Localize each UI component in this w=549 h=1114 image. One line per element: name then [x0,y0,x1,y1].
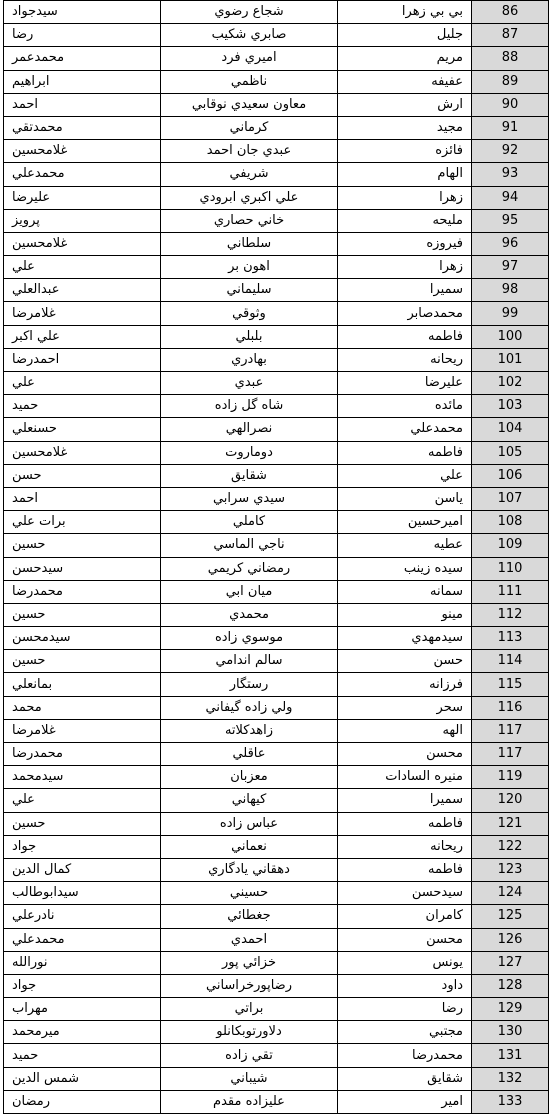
first-name-cell: عطيه [338,534,472,557]
father-name-cell: ابراهيم [4,70,161,93]
father-name-cell: محمد [4,696,161,719]
row-number-cell: 116 [472,696,549,719]
table-row [4,1021,549,1044]
last-name-cell: عاقلي [161,743,338,766]
row-number-cell: 108 [472,511,549,534]
row-number-cell: 117 [472,719,549,742]
first-name-cell: سيده زينب [338,557,472,580]
first-name-cell: فائزه [338,140,472,163]
father-name-cell: شمس الدين [4,1067,161,1090]
last-name-cell: براتي [161,998,338,1021]
father-name-cell: سيدجواد [4,1,161,24]
last-name-cell: دوماروت [161,441,338,464]
row-number-cell: 106 [472,464,549,487]
first-name-cell: يونس [338,951,472,974]
first-name-cell: محسن [338,928,472,951]
father-name-cell: غلامحسين [4,441,161,464]
last-name-cell: شجاع رضوي [161,1,338,24]
first-name-cell: محسن [338,743,472,766]
table-row [4,650,549,673]
father-name-cell: حسين [4,650,161,673]
first-name-cell: فاطمه [338,325,472,348]
father-name-cell: برات علي [4,511,161,534]
first-name-cell: فاطمه [338,812,472,835]
last-name-cell: شقايق [161,464,338,487]
row-number-cell: 110 [472,557,549,580]
row-number-cell: 102 [472,372,549,395]
father-name-cell: حسين [4,534,161,557]
row-number-cell: 90 [472,93,549,116]
last-name-cell: نصرالهي [161,418,338,441]
table-row [4,93,549,116]
table-row [4,47,549,70]
row-number-cell: 105 [472,441,549,464]
father-name-cell: بمانعلي [4,673,161,696]
first-name-cell: مجتبي [338,1021,472,1044]
last-name-cell: خزائي پور [161,951,338,974]
last-name-cell: ناظمي [161,70,338,93]
last-name-cell: صابري شكيب [161,24,338,47]
row-number-cell: 98 [472,279,549,302]
last-name-cell: شيباني [161,1067,338,1090]
father-name-cell: حميد [4,395,161,418]
row-number-cell: 94 [472,186,549,209]
father-name-cell: عبدالعلي [4,279,161,302]
first-name-cell: ياسن [338,487,472,510]
first-name-cell: رضا [338,998,472,1021]
last-name-cell: شاه گل زاده [161,395,338,418]
father-name-cell: پرويز [4,209,161,232]
last-name-cell: عبدي [161,372,338,395]
first-name-cell: امير [338,1090,472,1113]
last-name-cell: زاهدكلاته [161,719,338,742]
row-number-cell: 125 [472,905,549,928]
table-row [4,372,549,395]
first-name-cell: سيدمهدي [338,627,472,650]
last-name-cell: دهقاني يادگاري [161,858,338,881]
father-name-cell: احمد [4,487,161,510]
row-number-cell: 87 [472,24,549,47]
first-name-cell: سحر [338,696,472,719]
last-name-cell: موسوي زاده [161,627,338,650]
table-row [4,116,549,139]
father-name-cell: رضا [4,24,161,47]
last-name-cell: كاملي [161,511,338,534]
father-name-cell: غلامحسين [4,232,161,255]
father-name-cell: احمدرضا [4,348,161,371]
father-name-cell: سيدمحسن [4,627,161,650]
table-row [4,603,549,626]
row-number-cell: 112 [472,603,549,626]
row-number-cell: 107 [472,487,549,510]
table-row [4,974,549,997]
father-name-cell: غلامرضا [4,719,161,742]
last-name-cell: ميان ابي [161,580,338,603]
father-name-cell: جواد [4,974,161,997]
last-name-cell: خاني حصاري [161,209,338,232]
father-name-cell: احمد [4,93,161,116]
table-row [4,140,549,163]
row-number-cell: 123 [472,858,549,881]
father-name-cell: ميرمحمد [4,1021,161,1044]
row-number-cell: 117 [472,743,549,766]
first-name-cell: اميرحسين [338,511,472,534]
first-name-cell: فاطمه [338,441,472,464]
row-number-cell: 109 [472,534,549,557]
row-number-cell: 121 [472,812,549,835]
table-row [4,905,549,928]
table-row [4,673,549,696]
last-name-cell: محمدي [161,603,338,626]
first-name-cell: بي بي زهرا [338,1,472,24]
father-name-cell: رمضان [4,1090,161,1113]
row-number-cell: 128 [472,974,549,997]
row-number-cell: 127 [472,951,549,974]
row-number-cell: 131 [472,1044,549,1067]
table-row [4,766,549,789]
row-number-cell: 126 [472,928,549,951]
last-name-cell: علي اكبري ابرودي [161,186,338,209]
table-row [4,418,549,441]
table-row [4,627,549,650]
last-name-cell: كرماني [161,116,338,139]
first-name-cell: علي [338,464,472,487]
row-number-cell: 92 [472,140,549,163]
table-row [4,882,549,905]
last-name-cell: رضاپورخراساني [161,974,338,997]
father-name-cell: محمدعلي [4,928,161,951]
father-name-cell: حسنعلي [4,418,161,441]
last-name-cell: رستگار [161,673,338,696]
first-name-cell: الهه [338,719,472,742]
last-name-cell: ولي زاده گيفاني [161,696,338,719]
first-name-cell: حسن [338,650,472,673]
table-row [4,511,549,534]
row-number-cell: 122 [472,835,549,858]
father-name-cell: حسين [4,603,161,626]
last-name-cell: كيهاني [161,789,338,812]
table-row [4,163,549,186]
table-row [4,789,549,812]
row-number-cell: 97 [472,256,549,279]
row-number-cell: 113 [472,627,549,650]
father-name-cell: عليرضا [4,186,161,209]
first-name-cell: شقايق [338,1067,472,1090]
row-number-cell: 89 [472,70,549,93]
table-row [4,1067,549,1090]
father-name-cell: حسن [4,464,161,487]
table-row [4,348,549,371]
table-row [4,580,549,603]
table-row [4,256,549,279]
table-row [4,812,549,835]
table-row [4,998,549,1021]
row-number-cell: 91 [472,116,549,139]
father-name-cell: حميد [4,1044,161,1067]
father-name-cell: نورالله [4,951,161,974]
last-name-cell: عبدي جان احمد [161,140,338,163]
last-name-cell: وثوقي [161,302,338,325]
last-name-cell: ناجي الماسي [161,534,338,557]
father-name-cell: غلامحسين [4,140,161,163]
row-number-cell: 111 [472,580,549,603]
row-number-cell: 95 [472,209,549,232]
table-row [4,441,549,464]
table-row [4,70,549,93]
first-name-cell: سمانه [338,580,472,603]
row-number-cell: 104 [472,418,549,441]
last-name-cell: شريفي [161,163,338,186]
first-name-cell: فيروزه [338,232,472,255]
row-number-cell: 124 [472,882,549,905]
first-name-cell: ارش [338,93,472,116]
last-name-cell: حسيني [161,882,338,905]
first-name-cell: محمدعلي [338,418,472,441]
first-name-cell: مينو [338,603,472,626]
table-row [4,928,549,951]
first-name-cell: كامران [338,905,472,928]
row-number-cell: 132 [472,1067,549,1090]
table-row [4,696,549,719]
first-name-cell: زهرا [338,186,472,209]
last-name-cell: اميري فرد [161,47,338,70]
first-name-cell: ريحانه [338,835,472,858]
first-name-cell: سميرا [338,279,472,302]
last-name-cell: نعماني [161,835,338,858]
table-row [4,302,549,325]
row-number-cell: 88 [472,47,549,70]
father-name-cell: جواد [4,835,161,858]
row-number-cell: 86 [472,1,549,24]
first-name-cell: مريم [338,47,472,70]
table-row [4,835,549,858]
table-row [4,464,549,487]
last-name-cell: تقي زاده [161,1044,338,1067]
first-name-cell: فاطمه [338,858,472,881]
father-name-cell: محمدعلي [4,163,161,186]
father-name-cell: غلامرضا [4,302,161,325]
first-name-cell: داود [338,974,472,997]
table-row [4,858,549,881]
father-name-cell: كمال الدين [4,858,161,881]
father-name-cell: علي [4,789,161,812]
table-row [4,557,549,580]
table-body [4,1,549,1114]
last-name-cell: احمدي [161,928,338,951]
row-number-cell: 130 [472,1021,549,1044]
first-name-cell: عليرضا [338,372,472,395]
father-name-cell: علي اكبر [4,325,161,348]
row-number-cell: 129 [472,998,549,1021]
table-row [4,325,549,348]
father-name-cell: سيدحسن [4,557,161,580]
last-name-cell: سليماني [161,279,338,302]
row-number-cell: 133 [472,1090,549,1113]
table-row [4,1090,549,1113]
father-name-cell: نادرعلي [4,905,161,928]
first-name-cell: الهام [338,163,472,186]
last-name-cell: سالم اندامي [161,650,338,673]
last-name-cell: معاون سعيدي نوقابي [161,93,338,116]
first-name-cell: جليل [338,24,472,47]
first-name-cell: زهرا [338,256,472,279]
first-name-cell: مجيد [338,116,472,139]
last-name-cell: رمضاني كريمي [161,557,338,580]
row-number-cell: 120 [472,789,549,812]
father-name-cell: علي [4,372,161,395]
father-name-cell: محمدرضا [4,580,161,603]
father-name-cell: مهراب [4,998,161,1021]
father-name-cell: حسين [4,812,161,835]
table-row [4,1044,549,1067]
last-name-cell: عباس زاده [161,812,338,835]
father-name-cell: محمدتقي [4,116,161,139]
row-number-cell: 96 [472,232,549,255]
table-row [4,209,549,232]
table-row [4,719,549,742]
row-number-cell: 114 [472,650,549,673]
father-name-cell: سيدابوطالب [4,882,161,905]
last-name-cell: جغطائي [161,905,338,928]
row-number-cell: 103 [472,395,549,418]
row-number-cell: 100 [472,325,549,348]
row-number-cell: 99 [472,302,549,325]
table-row [4,951,549,974]
row-number-cell: 93 [472,163,549,186]
table-row [4,279,549,302]
table-row [4,487,549,510]
table-row [4,232,549,255]
first-name-cell: فرزانه [338,673,472,696]
first-name-cell: سميرا [338,789,472,812]
last-name-cell: بهادري [161,348,338,371]
father-name-cell: علي [4,256,161,279]
first-name-cell: مائده [338,395,472,418]
table-row [4,743,549,766]
table-row [4,1,549,24]
last-name-cell: سيدي سرابي [161,487,338,510]
last-name-cell: اهون بر [161,256,338,279]
first-name-cell: محمدرضا [338,1044,472,1067]
first-name-cell: محمدصابر [338,302,472,325]
last-name-cell: عليزاده مقدم [161,1090,338,1113]
row-number-cell: 115 [472,673,549,696]
table-row [4,24,549,47]
row-number-cell: 101 [472,348,549,371]
names-table [3,0,549,1114]
first-name-cell: عفيفه [338,70,472,93]
table-row [4,395,549,418]
table-row [4,186,549,209]
row-number-cell: 119 [472,766,549,789]
father-name-cell: محمدرضا [4,743,161,766]
first-name-cell: مليحه [338,209,472,232]
first-name-cell: ريحانه [338,348,472,371]
father-name-cell: سيدمحمد [4,766,161,789]
father-name-cell: محمدعمر [4,47,161,70]
last-name-cell: معزبان [161,766,338,789]
table-row [4,534,549,557]
first-name-cell: منيره السادات [338,766,472,789]
first-name-cell: سيدحسن [338,882,472,905]
last-name-cell: دلاورتوبكانلو [161,1021,338,1044]
last-name-cell: بلبلي [161,325,338,348]
last-name-cell: سلطاني [161,232,338,255]
